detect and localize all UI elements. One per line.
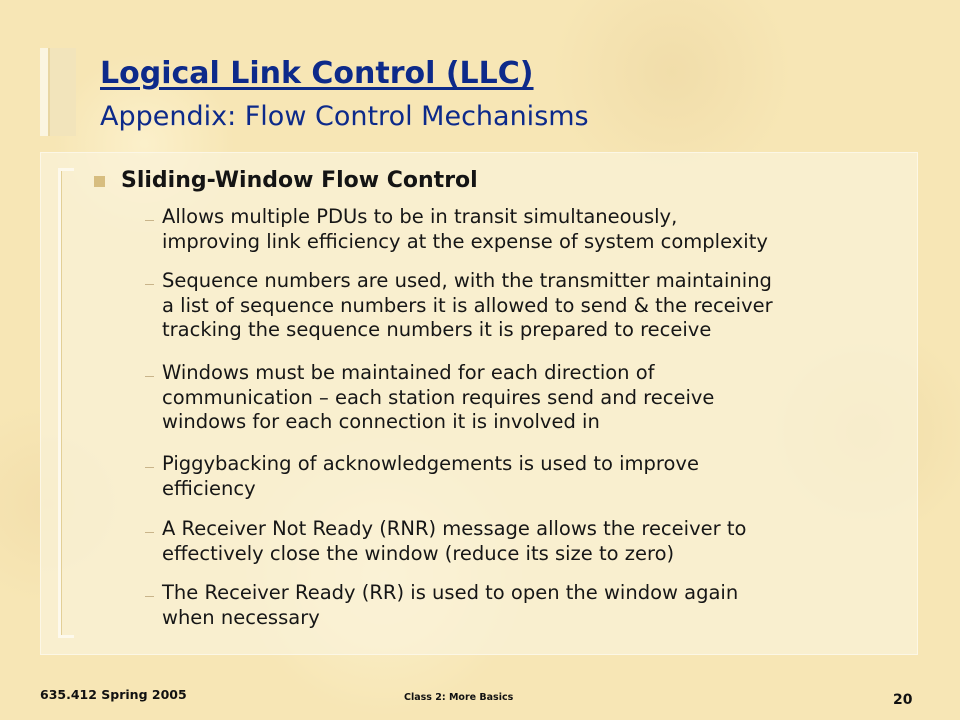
- text-line: tracking the sequence numbers it is prepared to receive: [162, 318, 712, 341]
- text-line: improving link efficiency at the expense of system complexity: [162, 229, 768, 253]
- bullet-heading: Sliding-Window Flow Control: [121, 168, 478, 193]
- text-line: Sequence numbers are used, with the transmitter maintaining: [162, 269, 772, 292]
- text-line: Piggybacking of acknowledgements is used to improve: [162, 452, 699, 475]
- slide-subtitle: Appendix: Flow Control Mechanisms: [100, 101, 589, 132]
- text-line: Windows must be maintained for each direction of: [162, 361, 655, 384]
- dash-bullet-icon: [145, 376, 154, 377]
- page-number: 20: [893, 692, 913, 708]
- footer-class-label: Class 2: More Basics: [404, 692, 514, 703]
- content-accent-bar: [58, 168, 74, 638]
- slide-title: Logical Link Control (LLC): [100, 56, 534, 91]
- text-line: communication – each station requires send and receive: [162, 385, 715, 409]
- dash-bullet-icon: [145, 532, 154, 533]
- text-line: when necessary: [162, 605, 320, 629]
- sub-bullet-text: [162, 361, 714, 435]
- text-line: The Receiver Ready (RR) is used to open the window again: [162, 581, 739, 604]
- square-bullet-icon: [94, 176, 105, 187]
- footer-course: 635.412 Spring 2005: [40, 687, 187, 702]
- text-line: a list of sequence numbers it is allowed to send & the receiver: [162, 293, 773, 317]
- sub-bullet-text: [162, 517, 746, 566]
- dash-bullet-icon: [145, 284, 154, 285]
- text-line: windows for each connection it is involved in: [162, 410, 600, 433]
- text-line: A Receiver Not Ready (RNR) message allows the receiver to: [162, 517, 747, 540]
- text-line: efficiency: [162, 476, 256, 500]
- dash-bullet-icon: [145, 467, 154, 468]
- sub-bullet-text: [162, 269, 773, 343]
- text-line: Allows multiple PDUs to be in transit simultaneously,: [162, 205, 678, 228]
- sub-bullet-text: [162, 452, 699, 501]
- dash-bullet-icon: [145, 596, 154, 597]
- text-line: effectively close the window (reduce its size to zero): [162, 541, 675, 565]
- dash-bullet-icon: [145, 220, 154, 221]
- sub-bullet-text: [162, 205, 768, 254]
- sub-bullet-text: [162, 581, 738, 630]
- title-accent-bar: [40, 48, 70, 136]
